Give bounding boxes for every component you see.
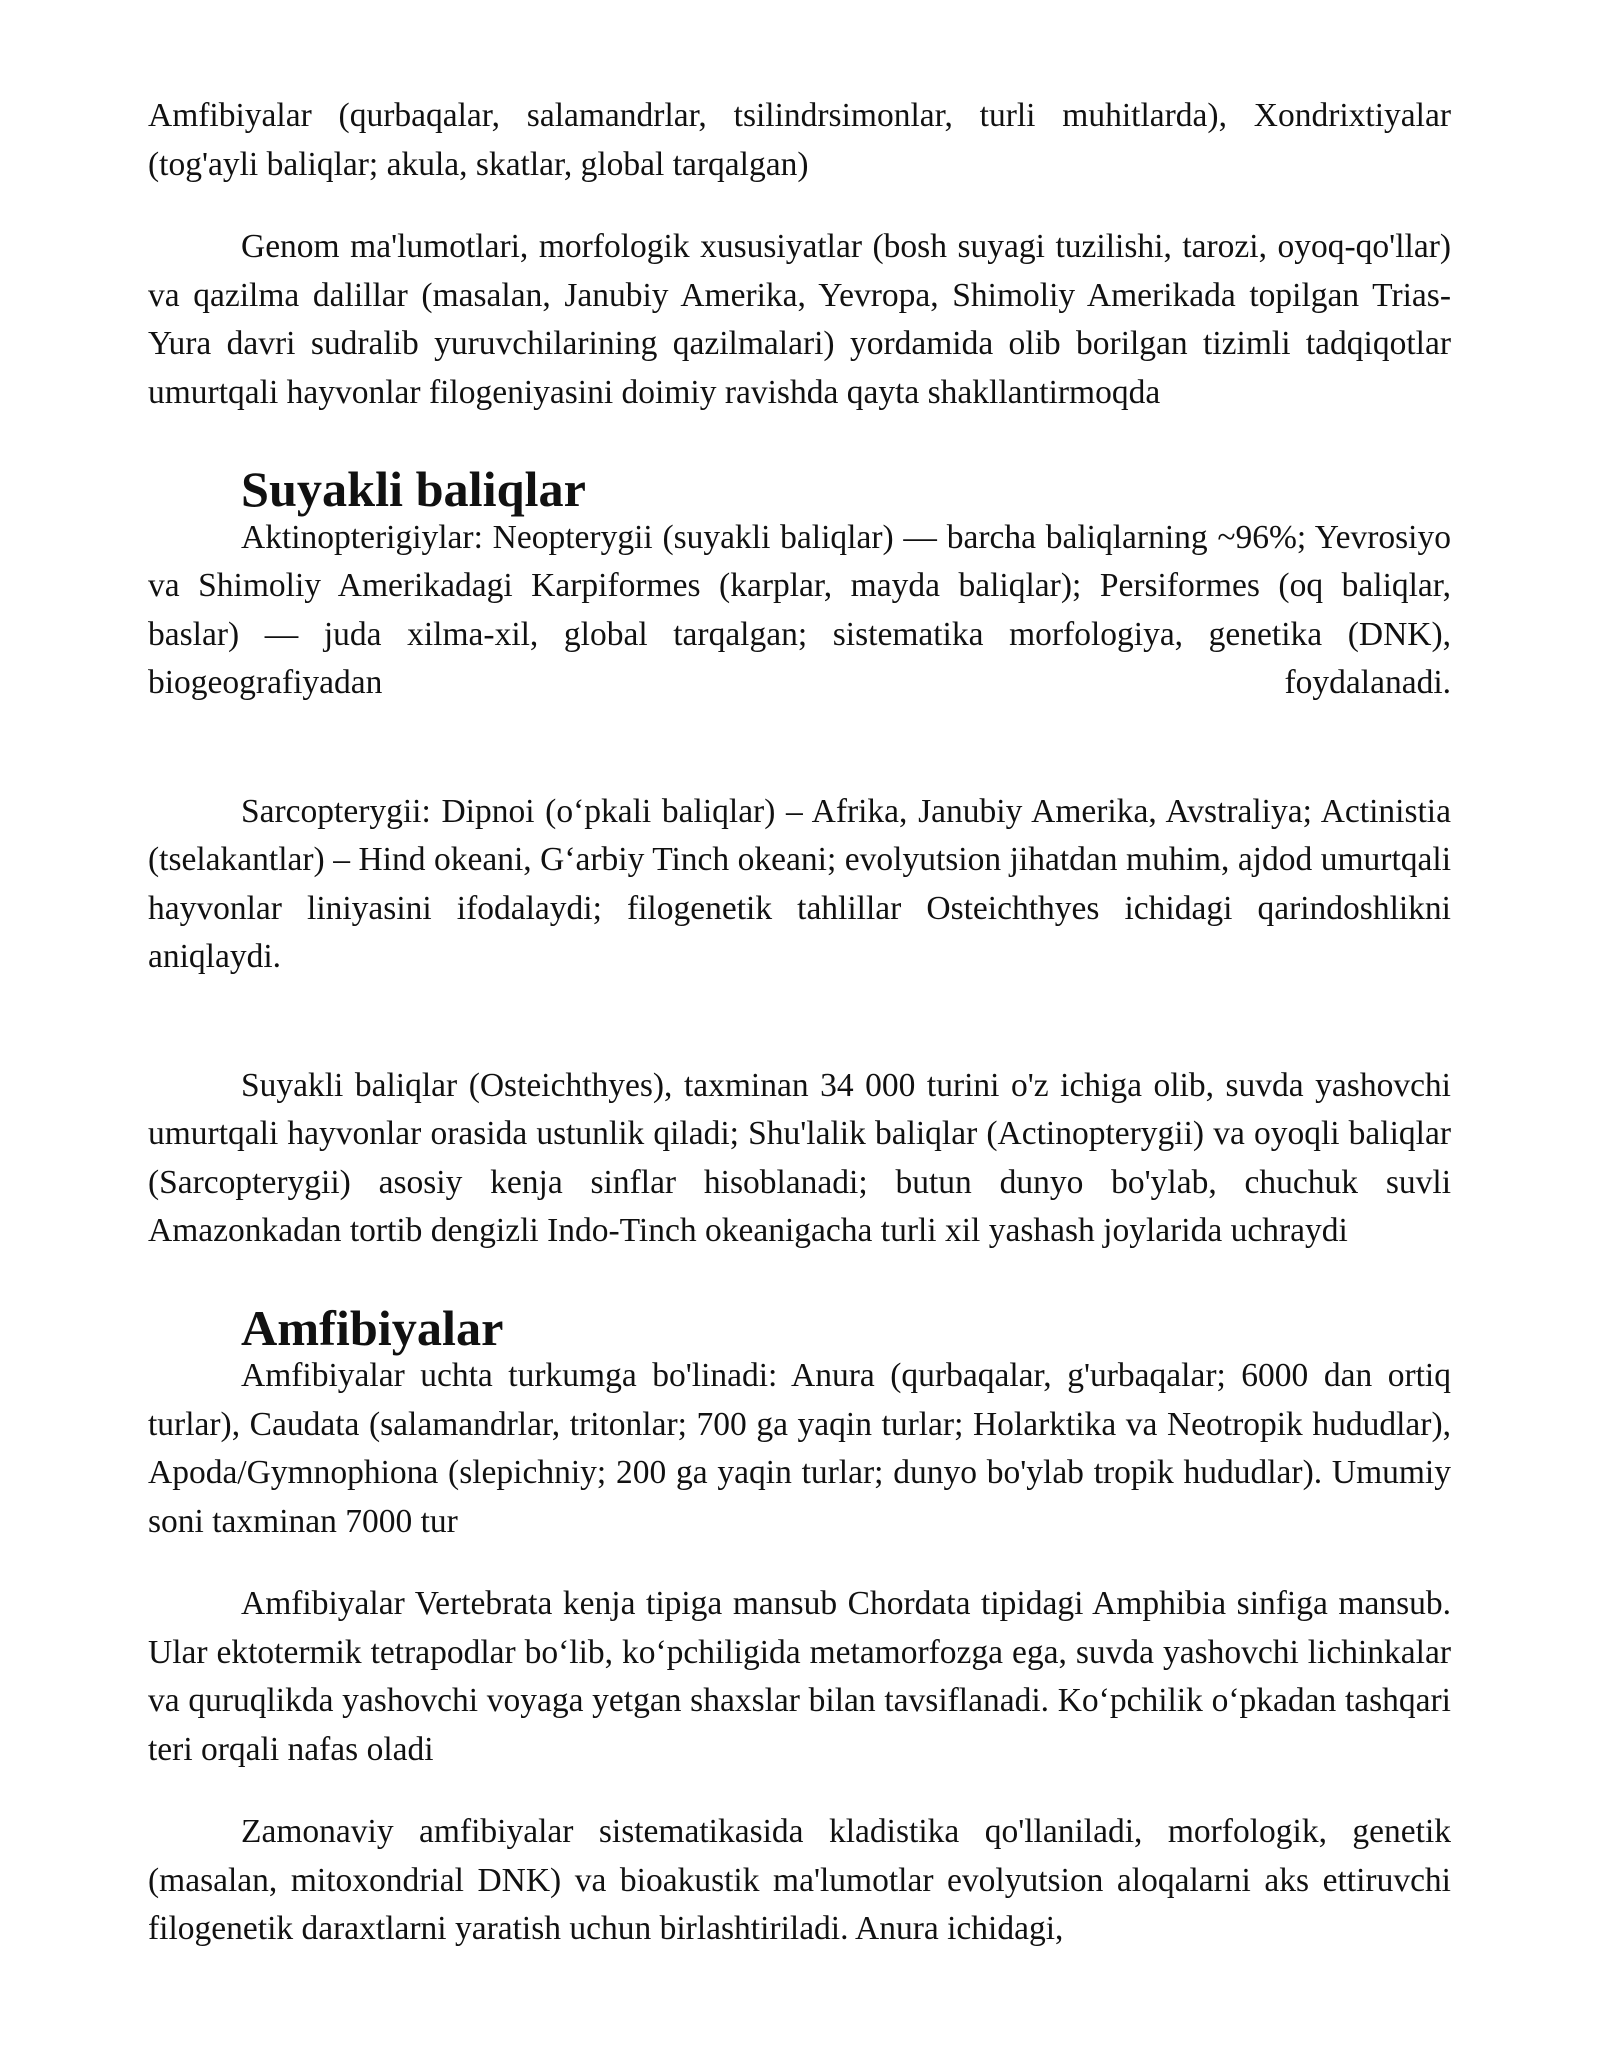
paragraph-amphibian-classification: Amfibiyalar Vertebrata kenja tipiga mansub Chordata tipidagi Amphibia sinfiga mansub. Ular ektotermik tetrapodlar bo‘lib, ko‘pchiligida metamorfozga ega, suvda yashovchi lichinkalar va quruqlikda yashovchi voyaga yetgan shaxslar bilan tavsiflanadi. Ko‘pchilik o‘pkadan tashqari teri orqali nafas oladi	[148, 1585, 1451, 1768]
paragraph-sarcopterygii: Sarcopterygii: Dipnoi (o‘pkali baliqlar) – Afrika, Janubiy Amerika, Avstraliya; Actinistia (tselakantlar) – Hind okeani, G‘arbiy Tinch okeani; evolyutsion jihatdan muhim, ajdod umurtqali hayvonlar liniyasini ifodalaydi; filogenetik tahlillar Osteichthyes ichidagi qarindoshlikni aniqlaydi.	[148, 792, 1451, 975]
heading-bony-fish: Suyakli baliqlar	[241, 461, 586, 517]
paragraph-phylogeny-research: Genom ma'lumotlari, morfologik xususiyatlar (bosh suyagi tuzilishi, tarozi, oyoq-qo'llar) va qazilma dalillar (masalan, Janubiy Amerika, Yevropa, Shimoliy Amerikada topilgan Trias-Yura davri sudralib yuruvchilarining qazilmalari) yordamida olib borilgan tizimli tadqiqotlar umurtqali hayvonlar filogeniyasini doimiy ravishda qayta shakllantirmoqda	[148, 228, 1451, 411]
paragraph-actinopterygii: Aktinopterigiylar: Neopterygii (suyakli baliqlar) — barcha baliqlarning ~96%; Yevrosiyo va Shimoliy Amerikadagi Karpiformes (karplar, mayda baliqlar); Persiformes (oq baliqlar, baslar) — juda xilma-xil, global tarqalgan; sistematika morfologiya, genetika (DNK), biogeografiyadan foydalanadi.	[148, 518, 1451, 701]
heading-amphibians: Amfibiyalar	[241, 1299, 504, 1356]
document-page	[148, 92, 1451, 1988]
paragraph-amphibian-systematics: Zamonaviy amfibiyalar sistematikasida kladistika qo'llaniladi, morfologik, genetik (masalan, mitoxondrial DNK) va bioakustik ma'lumotlar evolyutsion aloqalarni aks ettiruvchi filogenetik daraxtlarni yaratish uchun birlashtiriladi. Anura ichidagi,	[148, 1813, 1451, 1947]
paragraph-osteichthyes: Suyakli baliqlar (Osteichthyes), taxminan 34 000 turini o'z ichiga olib, suvda yashovchi umurtqali hayvonlar orasida ustunlik qiladi; Shu'lalik baliqlar (Actinopterygii) va oyoqli baliqlar (Sarcopterygii) asosiy kenja sinflar hisoblanadi; butun dunyo bo'ylab, chuchuk suvli Amazonkadan tortib dengizli Indo-Tinch okeanigacha turli xil yashash joylarida uchraydi	[148, 1066, 1451, 1249]
paragraph-amphibian-orders: Amfibiyalar uchta turkumga bo'linadi: Anura (qurbaqalar, g'urbaqalar; 6000 dan ortiq turlar), Caudata (salamandrlar, tritonlar; 700 ga yaqin turlar; Holarktika va Neotropik hududlar), Apoda/Gymnophiona (slepichniy; 200 ga yaqin turlar; dunyo bo'ylab tropik hududlar). Umumiy soni taxminan 7000 tur	[148, 1357, 1451, 1540]
paragraph-classes-list: Amfibiyalar (qurbaqalar, salamandrlar, tsilindrsimonlar, turli muhitlarda), Xondrixtiyalar (tog'ayli baliqlar; akula, skatlar, global tarqalgan)	[148, 97, 1451, 183]
